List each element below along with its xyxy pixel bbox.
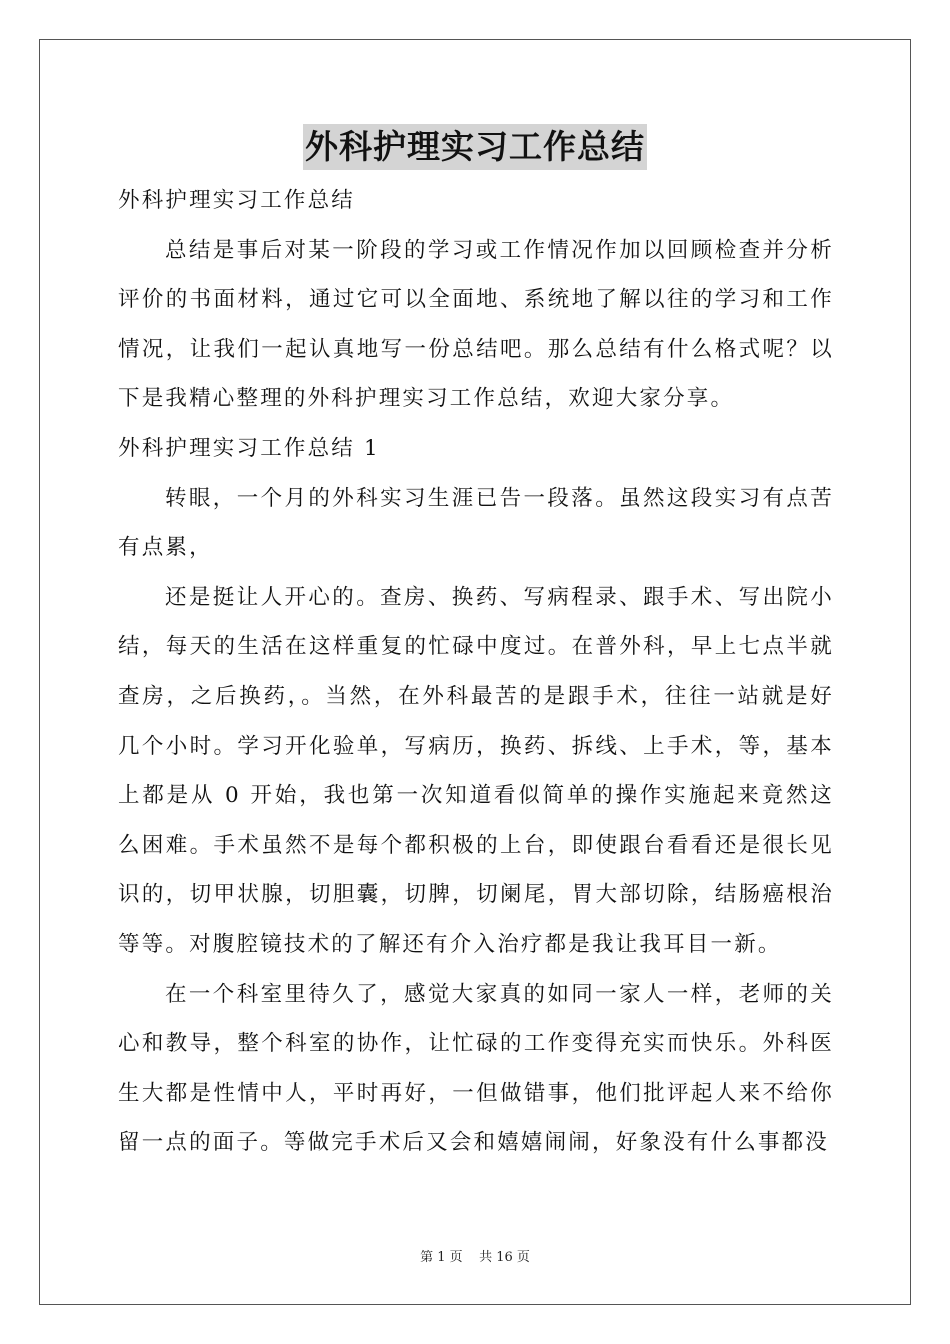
title-container xyxy=(0,124,950,170)
paragraph: 还是挺让人开心的。查房、换药、写病程录、跟手术、写出院小结，每天的生活在这样重复的忙碌中度过。在普外科，早上七点半就查房，之后换药，。当然，在外科最苦的是跟手术，往往一站就是好几个小时。学习开化验单，写病历，换药、拆线、上手术，等，基本上都是从 0 开始，我也第一次知道看似简单的操作实施起来竟然这么困难。手术虽然不是每个都积极的上台，即使跟台看看还是很长见识的，切甲状腺，切胆囊，切脾，切阑尾，胃大部切除，结肠癌根治等等。对腹腔镜技术的了解还有介入治疗都是我让我耳目一新。 xyxy=(118,584,834,957)
paragraph-intro: 总结是事后对某一阶段的学习或工作情况作加以回顾检查并分析评价的书面材料，通过它可以全面地、系统地了解以往的学习和工作情况，让我们一起认真地写一份总结吧。那么总结有什么格式呢？以下是我精心整理的外科护理实习工作总结，欢迎大家分享。 xyxy=(118,237,834,412)
paragraph-subtitle: 外科护理实习工作总结 xyxy=(118,188,356,213)
document-body xyxy=(118,176,834,1168)
section-heading: 外科护理实习工作总结 1 xyxy=(118,435,380,461)
page-footer xyxy=(0,1246,950,1265)
document-title: 外科护理实习工作总结 xyxy=(303,124,647,170)
page-number: 第 1 页 共 16 页 xyxy=(420,1250,530,1265)
paragraph: 转眼，一个月的外科实习生涯已告一段落。虽然这段实习有点苦有点累， xyxy=(118,485,834,561)
paragraph: 在一个科室里待久了，感觉大家真的如同一家人一样，老师的关心和教导，整个科室的协作，让忙碌的工作变得充实而快乐。外科医生大都是性情中人，平时再好，一但做错事，他们批评起人来不给你留一点的面子。等做完手术后又会和嬉嬉闹闹，好象没有什么事都没 xyxy=(118,981,834,1156)
